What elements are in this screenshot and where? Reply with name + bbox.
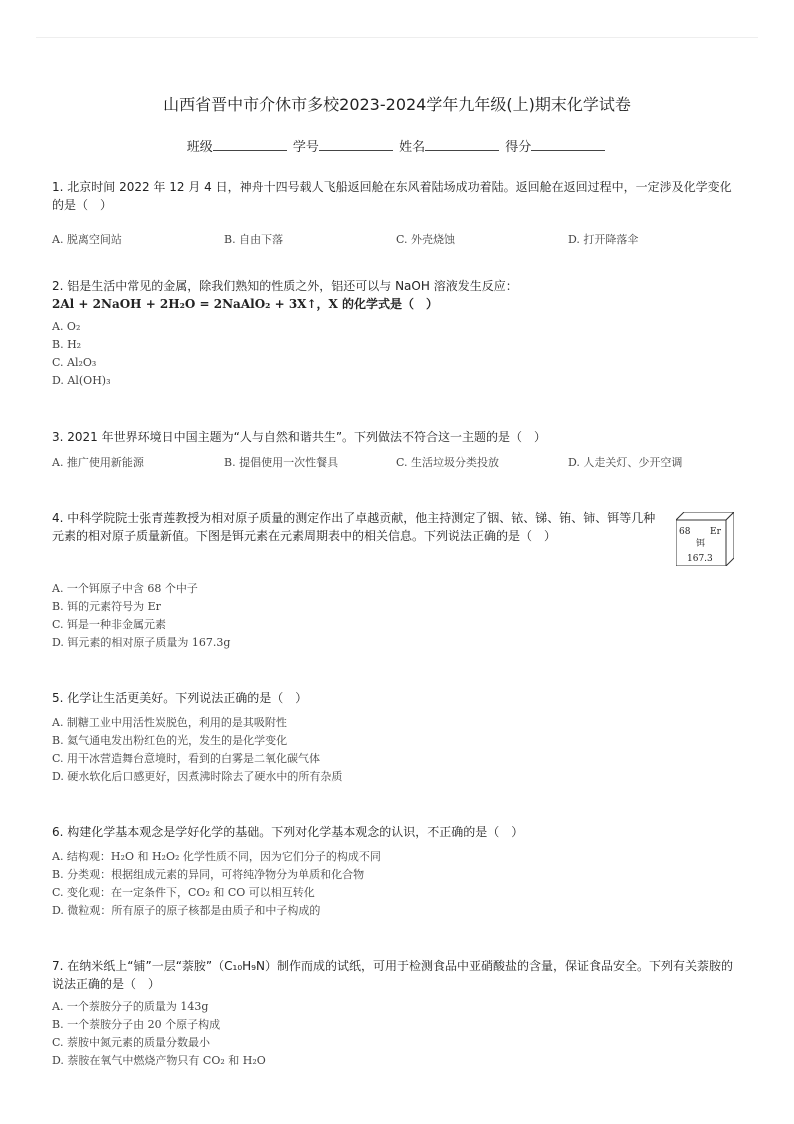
field-class-label: 班级: [186, 140, 213, 155]
option-c[interactable]: C. 用干冰营造舞台意境时，看到的白雾是二氧化碳气体: [52, 752, 321, 765]
option-d[interactable]: D. Al(OH)₃: [52, 374, 111, 387]
option-b[interactable]: B. H₂: [52, 338, 82, 351]
field-number-blank[interactable]: [319, 138, 393, 151]
field-number-label: 学号: [292, 140, 319, 155]
element-mass: 167.3: [687, 554, 713, 564]
question-4: [52, 509, 662, 652]
element-symbol: Er: [710, 527, 721, 537]
student-info-line: [0, 136, 794, 155]
option-c[interactable]: C. 变化观：在一定条件下，CO₂ 和 CO 可以相互转化: [52, 886, 315, 899]
option-d[interactable]: D. 铒元素的相对原子质量为 167.3g: [52, 636, 231, 649]
option-a[interactable]: A. 推广使用新能源: [52, 456, 144, 469]
element-card-frame: [676, 512, 734, 566]
element-name: 铒: [696, 539, 706, 549]
top-divider: [36, 37, 758, 38]
question-stem: 3. 2021 年世界环境日中国主题为“人与自然和谐共生”。下列做法不符合这一主题的是（ ）: [52, 430, 547, 444]
question-6: [52, 823, 742, 920]
option-d[interactable]: D. 微粒观：所有原子的原子核都是由质子和中子构成的: [52, 904, 321, 917]
option-a[interactable]: A. 制糖工业中用活性炭脱色，利用的是其吸附性: [52, 716, 287, 729]
option-d[interactable]: D. 硬水软化后口感更好，因煮沸时除去了硬水中的所有杂质: [52, 770, 343, 783]
field-score-label: 得分: [505, 140, 532, 155]
question-stem: 1. 北京时间 2022 年 12 月 4 日，神舟十四号载人飞船返回舱在东风着陆场成功着陆。返回舱在返回过程中，一定涉及化学变化的是（ ）: [52, 180, 732, 212]
question-stem: 2. 铝是生活中常见的金属，除我们熟知的性质之外，铝还可以与 NaOH 溶液发生反应：: [52, 279, 518, 293]
option-a[interactable]: A. 一个铒原子中含 68 个中子: [52, 582, 198, 595]
option-b[interactable]: B. 铒的元素符号为 Er: [52, 600, 161, 613]
question-stem: 6. 构建化学基本观念是学好化学的基础。下列对化学基本观念的认识，不正确的是（ ）: [52, 825, 524, 839]
option-d[interactable]: D. 萘胺在氧气中燃烧产物只有 CO₂ 和 H₂O: [52, 1054, 266, 1067]
option-a[interactable]: A. O₂: [52, 320, 81, 333]
field-name-label: 姓名: [399, 140, 426, 155]
option-b[interactable]: B. 分类观：根据组成元素的异同，可将纯净物分为单质和化合物: [52, 868, 365, 881]
option-a[interactable]: A. 结构观：H₂O 和 H₂O₂ 化学性质不同，因为它们分子的构成不同: [52, 850, 381, 863]
question-stem: 5. 化学让生活更美好。下列说法正确的是（ ）: [52, 691, 308, 705]
option-d[interactable]: D. 打开降落伞: [568, 233, 639, 246]
option-b[interactable]: B. 提倡使用一次性餐具: [224, 456, 339, 469]
option-c[interactable]: C. 生活垃圾分类投放: [396, 456, 500, 469]
question-equation: 2Al + 2NaOH + 2H₂O = 2NaAlO₂ + 3X↑，X 的化学式是（ ）: [52, 297, 439, 311]
page-title: 山西省晋中市介休市多校2023-2024学年九年级(上)期末化学试卷: [163, 95, 631, 114]
option-d[interactable]: D. 人走关灯、少开空调: [568, 456, 683, 469]
element-number: 68: [679, 527, 691, 537]
option-b[interactable]: B. 氦气通电发出粉红色的光，发生的是化学变化: [52, 734, 288, 747]
field-name-blank[interactable]: [425, 138, 499, 151]
option-c[interactable]: C. 外壳烧蚀: [396, 233, 456, 246]
question-7: [52, 957, 742, 1070]
option-b[interactable]: B. 一个萘胺分子由 20 个原子构成: [52, 1018, 221, 1031]
question-stem: 7. 在纳米纸上“铺”一层“萘胺”（C₁₀H₉N）制作而成的试纸，可用于检测食品中亚硝酸盐的含量，保证食品安全。下列有关萘胺的说法正确的是（ ）: [52, 959, 733, 991]
question-2: [52, 277, 742, 390]
option-c[interactable]: C. 萘胺中氮元素的质量分数最小: [52, 1036, 211, 1049]
option-c[interactable]: C. Al₂O₃: [52, 356, 97, 369]
question-5: [52, 689, 742, 786]
field-score-blank[interactable]: [531, 138, 605, 151]
option-a[interactable]: A. 一个萘胺分子的质量为 143g: [52, 1000, 209, 1013]
question-stem: 4. 中科学院院士张青莲教授为相对原子质量的测定作出了卓越贡献，他主持测定了铟、铱、锑、铕、铈、铒等几种元素的相对原子质量新值。下图是铒元素在元素周期表中的相关信息。下列说法正确的是（ ）: [52, 511, 656, 543]
question-1: [52, 178, 742, 249]
option-c[interactable]: C. 铒是一种非金属元素: [52, 618, 167, 631]
option-a[interactable]: A. 脱离空间站: [52, 233, 122, 246]
question-3: [52, 428, 742, 472]
option-b[interactable]: B. 自由下落: [224, 233, 284, 246]
field-class-blank[interactable]: [213, 138, 287, 151]
element-card-erbium: [676, 512, 734, 566]
